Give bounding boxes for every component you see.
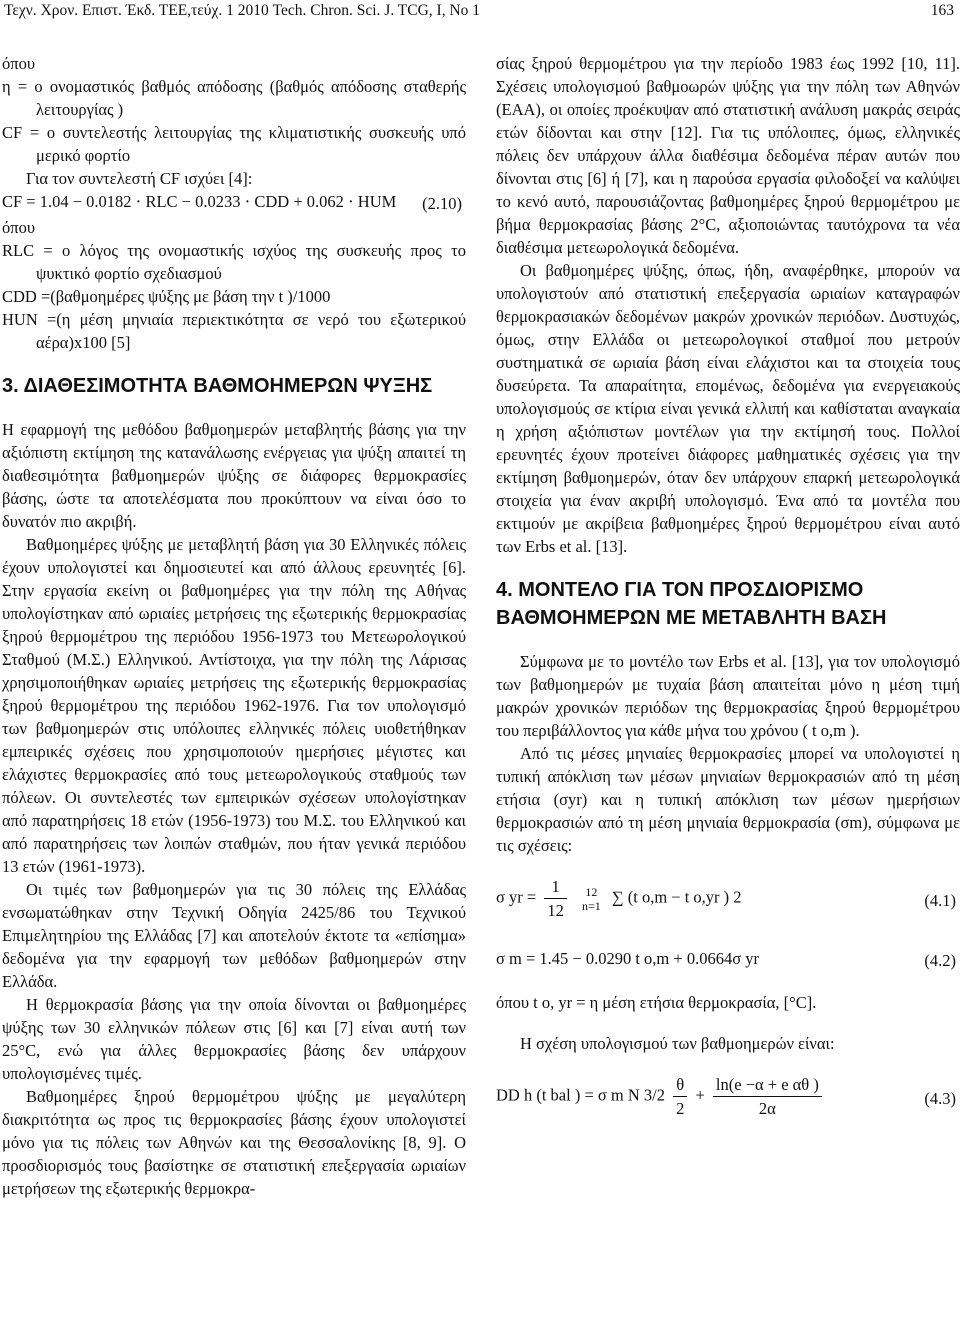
- relation-intro: Η σχέση υπολογισμού των βαθμοημερών είναι:: [520, 1034, 835, 1053]
- section-3-heading: 3. ΔΙΑΘΕΣΙΜΟΤΗΤΑ ΒΑΘΜΟΗΜΕΡΩΝ ΨΥΞΗΣ: [2, 375, 433, 397]
- definition-cfp: CF = ο συντελεστής λειτουργίας της κλιματιστικής συσκευής υπό μερικό φορτίο: [2, 123, 466, 165]
- section-3-paragraph-5: Βαθμοημέρες ξηρού θερμομέτρου ψύξης με μεγαλύτερη διακριτότητα ως προς τις θερμοκρασίες βάσης έχουν υπολογιστεί μόνο για τις πόλεις των Αθηνών και της Θεσσαλονίκης [8, 9]. Ο προσδιορισμός τους βασίστηκε σε στατιστική επεξεργασία ωριαίων μετρήσεων της εξωτερικής θερμοκρα-: [2, 1087, 466, 1198]
- section-3-paragraph-2: Βαθμοημέρες ψύξης με μεταβλητή βάση για 30 Ελληνικές πόλεις έχουν υπολογιστεί και δημοσιευτεί και από άλλους ερευνητές [6]. Στην εργασία εκείνη οι βαθμοημέρες για την πόλη της Αθήνας υπολογίστηκαν από ωριαίες μετρήσεις της εξωτερικής θερμοκρασίας ξηρού θερμομέτρου της περιόδου 1956-1973 του Μετεωρολογικού Σταθμού (Μ.Σ.) Ελληνικού. Αντίστοιχα, για την πόλη της Λάρισας χρησιμοποιήθηκαν ωριαίες μετρήσεις της εξωτερικής θερμοκρασίας ξηρού θερμομέτρου της περιόδου 1962-1976. Για τον υπολογισμό των βαθμοημερών στις υπόλοιπες ελληνικές πόλεις υιοθετήθηκαν εμπειρικές σχέσεις που χρησιμοποιούν ημερήσιες μέγιστες και ελάχιστες θερμοκρασίες από τους μετεωρολογικούς σταθμούς των πόλεων. Οι συντελεστές των εμπειρικών σχέσεων υπολογίστηκαν από παρατηρήσεις 18 ετών (1956-1973) του Μ.Σ. του Ελληνικού και από παρατηρήσεις των λοιπών σταθμών, που ήταν γενικά περιόδου 13 ετών (1961-1973).: [2, 535, 466, 876]
- left-column: [2, 52, 466, 1200]
- equation-4-1-number: (4.1): [924, 891, 956, 910]
- definition-hun: HUN =(η μέση μηνιαία περιεκτικότητα σε νερό του εξωτερικού αέρα)x100 [5]: [2, 310, 466, 352]
- equation-4-2-number: (4.2): [924, 951, 956, 970]
- section-4-paragraph-2: Από τις μέσες μηνιαίες θερμοκρασίες μπορεί να υπολογιστεί η τυπική απόκλιση των μέσων μηνιαίων θερμοκρασιών από τη μέση ετήσια (σyr) και η τυπική απόκλιση των μέσων ημερήσιων θερμοκρασιών από τη μέση μηνιαία θερμοκρασία (σm), σύμφωνα με τις σχέσεις:: [496, 744, 960, 855]
- section-3-paragraph-1: Η εφαρμογή της μεθόδου βαθμοημερών μεταβλητής βάσης για την αξιόπιστη εκτίμηση της κατανάλωσης ενέργειας για ψύξη απαιτεί τη διαθεσιμότητα βαθμοημερών ψύξης σε διάφορες θερμοκρασίες βάσης, ώστε τα αποτελέσματα που προκύπτουν να είναι όσο το δυνατόν πιο ακριβή.: [2, 420, 466, 531]
- where-tyr: όπου t o, yr = η μέση ετήσια θερμοκρασία, [°C].: [496, 993, 817, 1012]
- equation-4-3-log-fraction: [713, 1073, 822, 1120]
- equation-4-3-lhs: DD h (t bal ) = σ m N 3/2: [496, 1085, 665, 1105]
- equation-4-3-number: (4.3): [924, 1089, 956, 1108]
- equation-2-10: [2, 190, 466, 216]
- section-3-paragraph-continued: σίας ξηρού θερμομέτρου για την περίοδο 1983 έως 1992 [10, 11]. Σχέσεις υπολογισμού βαθμοωρών ψύξης για την πόλη των Αθηνών (ΕΑΑ), οι οποίες προέκυψαν από στατιστική ανάλυση μακράς σειράς ετών δίδονται και στην [12]. Για τις υπόλοιπες, όμως, ελληνικές πόλεις δεν υπάρχουν άλλα διαθέσιμα δεδομένα πέραν αυτών που δίνονται στις [6] ή [7], και η παρούσα εργασία φιλοδοξεί να καλύψει το κενό αυτό, παρουσιάζοντας βαθμοημέρες ξηρού θερμομέτρου με βήμα θερμοκρασίας βάσης 2°C, αξιοποιώντας ταυτόχρονα τα νέα διαθέσιμα μετεωρολογικά δεδομένα.: [496, 54, 960, 257]
- theta-denominator: 2: [676, 1099, 685, 1118]
- definition-rlc: RLC = ο λόγος της ονομαστικής ισχύος της συσκευής προς το ψυκτικό φορτίο σχεδιασμού: [2, 241, 466, 283]
- section-4-paragraph-1: Σύμφωνα με το μοντέλο των Erbs et al. [13], για τον υπολογισμό των βαθμοημερών με τυχαία βάση απαιτείται μόνο η μέση τιμή μακρών χρονικών περιόδων της θερμοκρασίας ξηρού θερμομέτρου του περιβάλλοντος για κάθε μήνα του χρόνου ( t o,m ).: [496, 652, 960, 740]
- equation-4-2-expression: σ m = 1.45 − 0.0290 t o,m + 0.0664σ yr: [496, 949, 759, 968]
- equation-4-3: DD h (t bal ) = σ m N 3/2 $\frac{\theta}{2}$ + $\frac{\text{ln(e −α + e αθ )}}{2\alpha}$ (4.3): [496, 1075, 956, 1118]
- definition-eta-ss: η = ο ονομαστικός βαθμός απόδοσης (βαθμός απόδοσης σταθερής λειτουργίας ): [2, 77, 466, 119]
- equation-4-2: [496, 947, 960, 973]
- definition-cdd: CDD =(βαθμοημέρες ψύξης με βάση την t )/1000: [2, 287, 331, 306]
- section-3-paragraph-4: Η θερμοκρασία βάσης για την οποία δίνονται οι βαθμοημέρες ψύξης των 30 ελληνικών πόλεων στις [6] και [7] είναι αυτή των 25°C, ενώ για άλλες θερμοκρασίες βάσης δεν υπάρχουν υπολογισμένες τιμές.: [2, 995, 466, 1083]
- theta-numerator: θ: [673, 1073, 687, 1097]
- section-3-paragraph-3: Οι τιμές των βαθμοημερών για τις 30 πόλεις της Ελλάδας ενσωματώθηκαν στην Τεχνική Οδηγία 2425/86 του Τεχνικού Επιμελητηρίου της Ελλάδας [7] και αποτελούν έκτοτε τα «επίσημα» δεδομένα για την εφαρμογή των μεθόδων βαθμοημερών στην Ελλάδα.: [2, 880, 466, 991]
- equation-4-1: [496, 875, 960, 929]
- section-3-paragraph-models: Οι βαθμοημέρες ψύξης, όπως, ήδη, αναφέρθηκε, μπορούν να υπολογιστούν από στατιστική επεξεργασία ωριαίων καταγραφών θερμοκρασιακών δεδομένων μακρών χρονικών περιόδων. Δυστυχώς, όμως, στην Ελλάδα οι μετεωρολογικοί σταθμοί που μετρούν συστηματικά σε ωριαία βάση είναι ελάχιστοι και τα στοιχεία τους δυσεύρετα. Τα απαραίτητα, επομένως, δεδομένα για ενεργειακούς υπολογισμούς σε κτίρια είναι γενικά ελλιπή και καθίσταται αναγκαία η χρήση αξιόπιστων μοντέλων για την εκτίμησή τους. Πολλοί ερευνητές έχουν προτείνει διάφορες μαθηματικές σχέσεις για την εκτίμηση βαθμοημερών, όταν δεν υπάρχουν επαρκή μετεωρολογικά στοιχεία για έναν ακριβή υπολογισμό. Ένα από τα μοντέλα που εκτιμούν με ακρίβεια βαθμοημέρες ξηρού θερμομέτρου είναι αυτό των Erbs et al. [13].: [496, 261, 960, 556]
- equation-4-1-lhs: σ yr =: [496, 887, 537, 907]
- page-number: 163: [930, 2, 954, 19]
- log-numerator: ln(e −α + e αθ ): [713, 1073, 822, 1097]
- fraction-numerator: 1: [544, 875, 567, 899]
- sum-upper-limit: 12: [585, 884, 598, 899]
- equation-4-1-fraction: [544, 875, 567, 922]
- right-column: [496, 52, 960, 1127]
- running-header: [0, 0, 960, 30]
- equation-4-3-theta-fraction: [673, 1073, 687, 1120]
- sum-limits: [579, 885, 604, 913]
- where-label-2: όπου: [2, 218, 35, 237]
- equation-2-10-number: (2.10): [422, 194, 462, 213]
- section-4-heading: 4. ΜΟΝΤΕΛΟ ΓΙΑ ΤΟΝ ΠΡΟΣΔΙΟΡΙΣΜΟ ΒΑΘΜΟΗΜΕΡΩΝ ΜΕ ΜΕΤΑΒΛΗΤΗ ΒΑΣΗ: [496, 579, 887, 629]
- cfp-intro: Για τον συντελεστή CF ισχύει [4]:: [26, 169, 253, 188]
- fraction-denominator: 12: [547, 901, 564, 920]
- log-denominator: 2α: [758, 1099, 776, 1118]
- equation-4-1-sum: ∑ (t o,m − t o,yr ) 2: [611, 887, 742, 907]
- equation-2-10-expression: CF = 1.04 − 0.0182 ⋅ RLC − 0.0233 ⋅ CDD + 0.062 ⋅ HUM: [2, 192, 397, 211]
- sum-lower-limit: n=1: [581, 898, 601, 913]
- where-label: όπου: [2, 54, 35, 73]
- journal-citation: Τεχν. Χρον. Επιστ. Έκδ. ΤΕΕ,τεύχ. 1 2010 Tech. Chron. Sci. J. TCG, I, No 1: [4, 2, 481, 19]
